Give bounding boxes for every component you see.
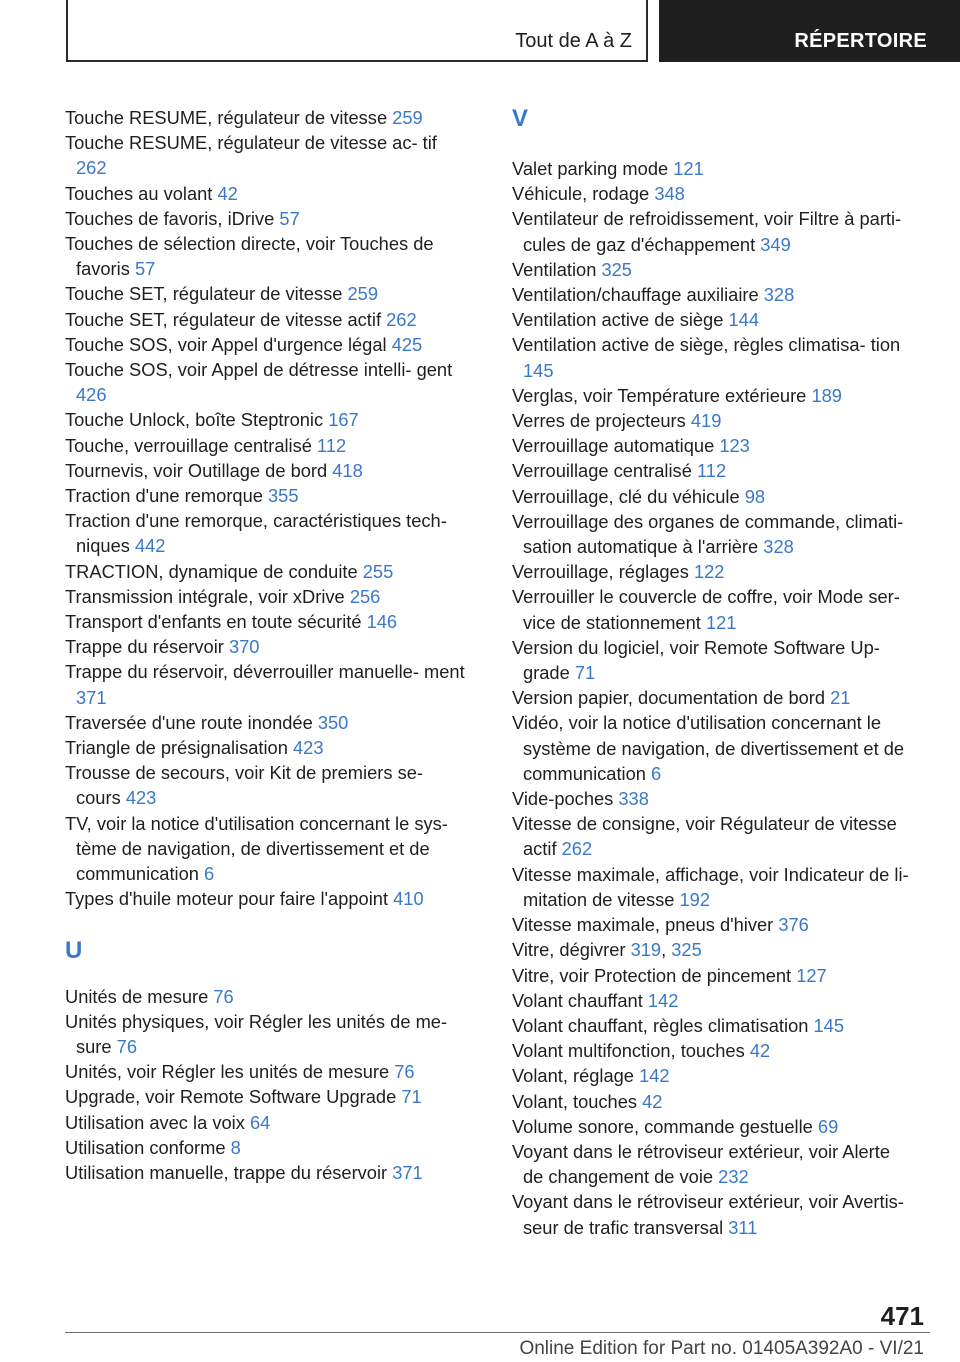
index-entry [512,1013,912,1038]
entry-text: Vitesse maximale, affichage, voir Indicateur de li- mitation de vitesse [512,863,909,910]
entry-text: Trappe du réservoir [65,636,224,658]
entry-text: Traversée d'une route inondée [65,711,313,733]
page-reference-link[interactable]: 121 [705,611,737,633]
entry-text: Touches de favoris, iDrive [65,207,275,229]
entry-text: Touche Unlock, boîte Steptronic [65,409,324,431]
entry-text: Touche SOS, voir Appel d'urgence légal [65,333,387,355]
page-reference-link[interactable]: 192 [679,888,711,910]
entry-text: Volant chauffant, règles climatisation [512,1014,809,1036]
page-reference-link[interactable]: 142 [647,989,679,1011]
page-reference-link[interactable]: 256 [349,585,381,607]
index-entry [65,231,465,281]
index-entry [65,760,465,810]
index-entry [512,710,912,786]
index-entry [65,1084,465,1109]
page-reference-link[interactable]: 328 [763,284,795,306]
entry-text: Vitesse maximale, pneus d'hiver [512,914,774,936]
index-entry [512,963,912,988]
entry-text: Verrouillage des organes de commande, climati- sation automatique à l'arrière [512,510,904,558]
page-reference-link[interactable]: 42 [749,1040,771,1062]
entry-text: Valet parking mode [512,158,669,179]
entry-text: Utilisation conforme [65,1136,226,1158]
entry-text: Volant, réglage [512,1065,634,1087]
entry-text: Voyant dans le rétroviseur extérieur, voir Alerte de changement de voie [512,1140,891,1188]
page-reference-link[interactable]: 98 [744,485,766,507]
index-entry [512,307,912,332]
entry-text: Vidéo, voir la notice d'utilisation concernant le système de navigation, de divertissement et de communication [512,712,905,784]
entry-text: Version du logiciel, voir Remote Software Up- grade [512,636,880,684]
page-reference-link[interactable]: 370 [228,636,260,658]
page-reference-link[interactable]: 64 [249,1111,271,1133]
index-entry [65,1135,465,1160]
section-label: Tout de A à Z [515,30,632,52]
entry-text: Volume sonore, commande gestuelle [512,1115,813,1137]
page-reference-link[interactable]: 325 [601,258,632,280]
index-entry [65,130,465,180]
chapter-tab [659,0,960,62]
index-entry [65,307,465,332]
index-list-v [512,156,912,1240]
index-entry [512,1139,912,1189]
index-column-left [65,105,465,1185]
entry-text: Verrouillage, réglages [512,561,689,583]
page-reference-link[interactable]: 259 [347,283,379,305]
entry-text: Upgrade, voir Remote Software Upgrade [65,1086,397,1108]
index-entry [512,786,912,811]
index-entry [512,862,912,912]
page-reference-link[interactable]: 145 [523,359,554,381]
entry-text: Ventilation [512,258,597,280]
index-list-u [65,984,465,1186]
index-entry [512,509,912,559]
entry-text: Voyant dans le rétroviseur extérieur, voir Avertis- seur de trafic transversal [512,1191,904,1238]
entry-text: Ventilation active de siège [512,309,724,331]
page-reference-link[interactable]: 76 [116,1035,138,1057]
index-entry [65,1160,465,1185]
page-reference-link[interactable]: 146 [366,611,398,633]
page-reference-link[interactable]: 57 [279,207,300,229]
page-reference-link[interactable]: 6 [651,762,662,784]
index-entry [65,984,465,1009]
page-reference-link[interactable]: 142 [639,1065,670,1087]
entry-text: Touche RESUME, régulateur de vitesse [65,107,388,128]
page-reference-link[interactable]: 145 [813,1014,845,1036]
page-reference-link[interactable]: 426 [76,384,107,406]
page-reference-link[interactable]: 419 [690,410,722,432]
entry-text: Tournevis, voir Outillage de bord [65,459,328,481]
entry-text: Ventilation active de siège, règles climatisa- tion [512,334,901,356]
index-entry [65,1059,465,1084]
index-entry [512,1063,912,1088]
index-entry [65,508,465,558]
index-entry [65,105,465,130]
entry-text: Verrouiller le couvercle de coffre, voir Mode ser- vice de stationnement [512,586,900,633]
index-entry [512,181,912,206]
entry-text: Verglas, voir Température extérieure [512,384,807,406]
page-reference-link[interactable]: 423 [293,737,324,759]
entry-text: Touches au volant [65,182,213,204]
page-reference-link[interactable]: 325 [671,939,702,961]
index-letter-v: V [512,105,529,132]
index-entry [512,1089,912,1114]
section-tab [66,0,648,62]
entry-text: Transmission intégrale, voir xDrive [65,585,345,607]
entry-text: Vide-poches [512,788,614,810]
entry-text: Utilisation avec la voix [65,1111,245,1133]
page-reference-link[interactable]: 423 [125,787,157,809]
index-entry [65,181,465,206]
entry-text: TV, voir la notice d'utilisation concernant le sys- tème de navigation, de divertissement et de communication [65,812,448,885]
page-reference-link[interactable]: 262 [386,308,417,330]
index-entry [512,282,912,307]
page-reference-link[interactable]: 122 [693,561,725,583]
entry-text: Vitre, voir Protection de pincement [512,964,792,986]
entry-text: Touche SET, régulateur de vitesse actif [65,308,382,330]
footer-edition: Online Edition for Part no. 01405A392A0 - VI/21 [519,1338,924,1359]
entry-text: Touches de sélection directe, voir Touches de favoris [65,233,434,280]
index-entry [512,383,912,408]
entry-text: Types d'huile moteur pour faire l'appoint [65,888,389,910]
page-reference-link[interactable]: 123 [719,435,750,457]
page-reference-link[interactable]: 371 [392,1161,423,1183]
page-reference-link[interactable]: 42 [217,182,238,204]
page-reference-link[interactable]: 167 [328,409,359,431]
entry-text: Trappe du réservoir, déverrouiller manuelle- ment [65,661,465,683]
index-entry [512,912,912,937]
page-reference-link[interactable]: 21 [830,687,851,709]
page-reference-link[interactable]: 121 [673,158,704,179]
index-entry [512,988,912,1013]
index-entry [512,1038,912,1063]
entry-text: Verrouillage, clé du véhicule [512,485,740,507]
index-entry [65,710,465,735]
index-entry [512,257,912,282]
entry-text: Volant, touches [512,1090,638,1112]
footer-divider [65,1332,930,1333]
page-reference-link[interactable]: 319 [630,939,662,961]
index-entry [65,634,465,659]
chapter-label: RÉPERTOIRE [794,30,927,52]
page-reference-link[interactable]: 112 [696,460,727,482]
index-letter-u: U [65,936,83,964]
entry-text: Véhicule, rodage [512,183,650,205]
entry-text: Unités de mesure [65,985,209,1007]
index-entry [65,206,465,231]
page-reference-link[interactable]: 259 [392,107,423,128]
index-entry [65,886,465,911]
page-reference-link[interactable]: 425 [391,333,423,355]
entry-text: Volant chauffant [512,989,643,1011]
page-reference-link[interactable]: 127 [796,964,827,986]
page-reference-link[interactable]: 311 [728,1216,758,1238]
index-entry [512,811,912,861]
entry-text: Vitre, dégivrer [512,939,626,961]
index-list-t [65,105,465,912]
entry-text: Version papier, documentation de bord [512,687,826,709]
entry-text: Utilisation manuelle, trappe du réservoir [65,1161,388,1183]
index-entry [65,1110,465,1135]
page-number: 471 [880,1301,924,1331]
entry-text: Trousse de secours, voir Kit de premiers se- cours [65,762,423,809]
entry-text: Touche SOS, voir Appel de détresse intelli- gent [65,359,453,381]
page-reference-link[interactable]: 232 [718,1166,749,1188]
page-reference-link[interactable]: 76 [213,985,234,1007]
page-reference-link[interactable]: 189 [811,384,842,406]
entry-text: Traction d'une remorque [65,485,263,507]
entry-text: Ventilateur de refroidissement, voir Filtre à parti- cules de gaz d'échappement [512,208,902,255]
index-entry [65,433,465,458]
index-entry [65,407,465,432]
page-reference-link[interactable]: 371 [76,686,107,708]
index-entry [512,559,912,584]
index-entry [65,483,465,508]
index-entry [65,735,465,760]
index-entry [512,408,912,433]
entry-text: Volant multifonction, touches [512,1040,745,1062]
entry-text: Touche, verrouillage centralisé [65,434,312,456]
entry-text: Touche RESUME, régulateur de vitesse ac- tif [65,132,437,154]
page-reference-link[interactable]: 348 [654,183,685,205]
index-entry [65,811,465,887]
page-reference-link[interactable]: 144 [728,309,760,331]
entry-text: Vitesse de consigne, voir Régulateur de vitesse actif [512,813,897,860]
page-reference-link[interactable]: 262 [76,157,107,179]
page-reference-link[interactable]: 418 [332,459,363,481]
page-reference-link[interactable]: 6 [204,863,215,885]
index-entry: Vitre, dégivrer 319, 325 [512,939,702,961]
index-entry [512,332,912,382]
index-entry [65,281,465,306]
index-entry [65,584,465,609]
page-reference-link[interactable]: 69 [817,1115,839,1137]
index-entry [512,635,912,685]
entry-text: Verrouillage centralisé [512,460,692,482]
page-reference-link[interactable]: 42 [642,1090,663,1112]
page-reference-link[interactable]: 350 [317,711,349,733]
page-reference-link[interactable]: 8 [230,1136,241,1158]
index-entry [512,685,912,710]
index-entry [512,1114,912,1139]
index-entry [65,1009,465,1059]
index-entry [512,458,912,483]
index-entry [65,659,465,709]
entry-text: Transport d'enfants en toute sécurité [65,611,362,633]
entry-text: Triangle de présignalisation [65,737,288,759]
page-reference-link[interactable]: 410 [393,888,424,910]
page-reference-link[interactable]: 262 [561,838,593,860]
page-reference-link[interactable]: 376 [778,914,809,936]
index-column-right [512,100,912,1240]
index-entry [65,609,465,634]
index-entry [65,332,465,357]
index-entry [512,584,912,634]
page-reference-link[interactable]: 76 [394,1061,415,1083]
index-entry [65,458,465,483]
index-entry [512,156,912,181]
page-reference-link[interactable]: 112 [317,434,347,456]
page-reference-link[interactable]: 442 [134,535,166,557]
index-entry [65,559,465,584]
index-entry [512,433,912,458]
page-reference-link[interactable]: 338 [618,788,649,810]
page-reference-link[interactable]: 355 [268,485,299,507]
entry-text: Touche SET, régulateur de vitesse [65,283,343,305]
index-entry [65,357,465,407]
entry-text: TRACTION, dynamique de conduite [65,560,358,582]
entry-text: Ventilation/chauffage auxiliaire [512,284,759,306]
index-entry [512,206,912,256]
index-entry [512,1189,912,1239]
page-reference-link[interactable]: 328 [763,536,794,558]
entry-text: Traction d'une remorque, caractéristiques tech- niques [65,510,447,557]
page-reference-link[interactable]: 71 [401,1086,422,1108]
page-reference-link[interactable]: 349 [760,233,791,255]
index-entry [512,484,912,509]
page-reference-link[interactable]: 255 [362,560,394,582]
page-reference-link[interactable]: 71 [574,662,596,684]
entry-text: Verres de projecteurs [512,410,686,432]
page-reference-link[interactable]: 57 [134,258,156,280]
entry-text: Verrouillage automatique [512,435,715,457]
entry-text: Unités physiques, voir Régler les unités de me- sure [65,1010,448,1057]
entry-text: Unités, voir Régler les unités de mesure [65,1061,390,1083]
